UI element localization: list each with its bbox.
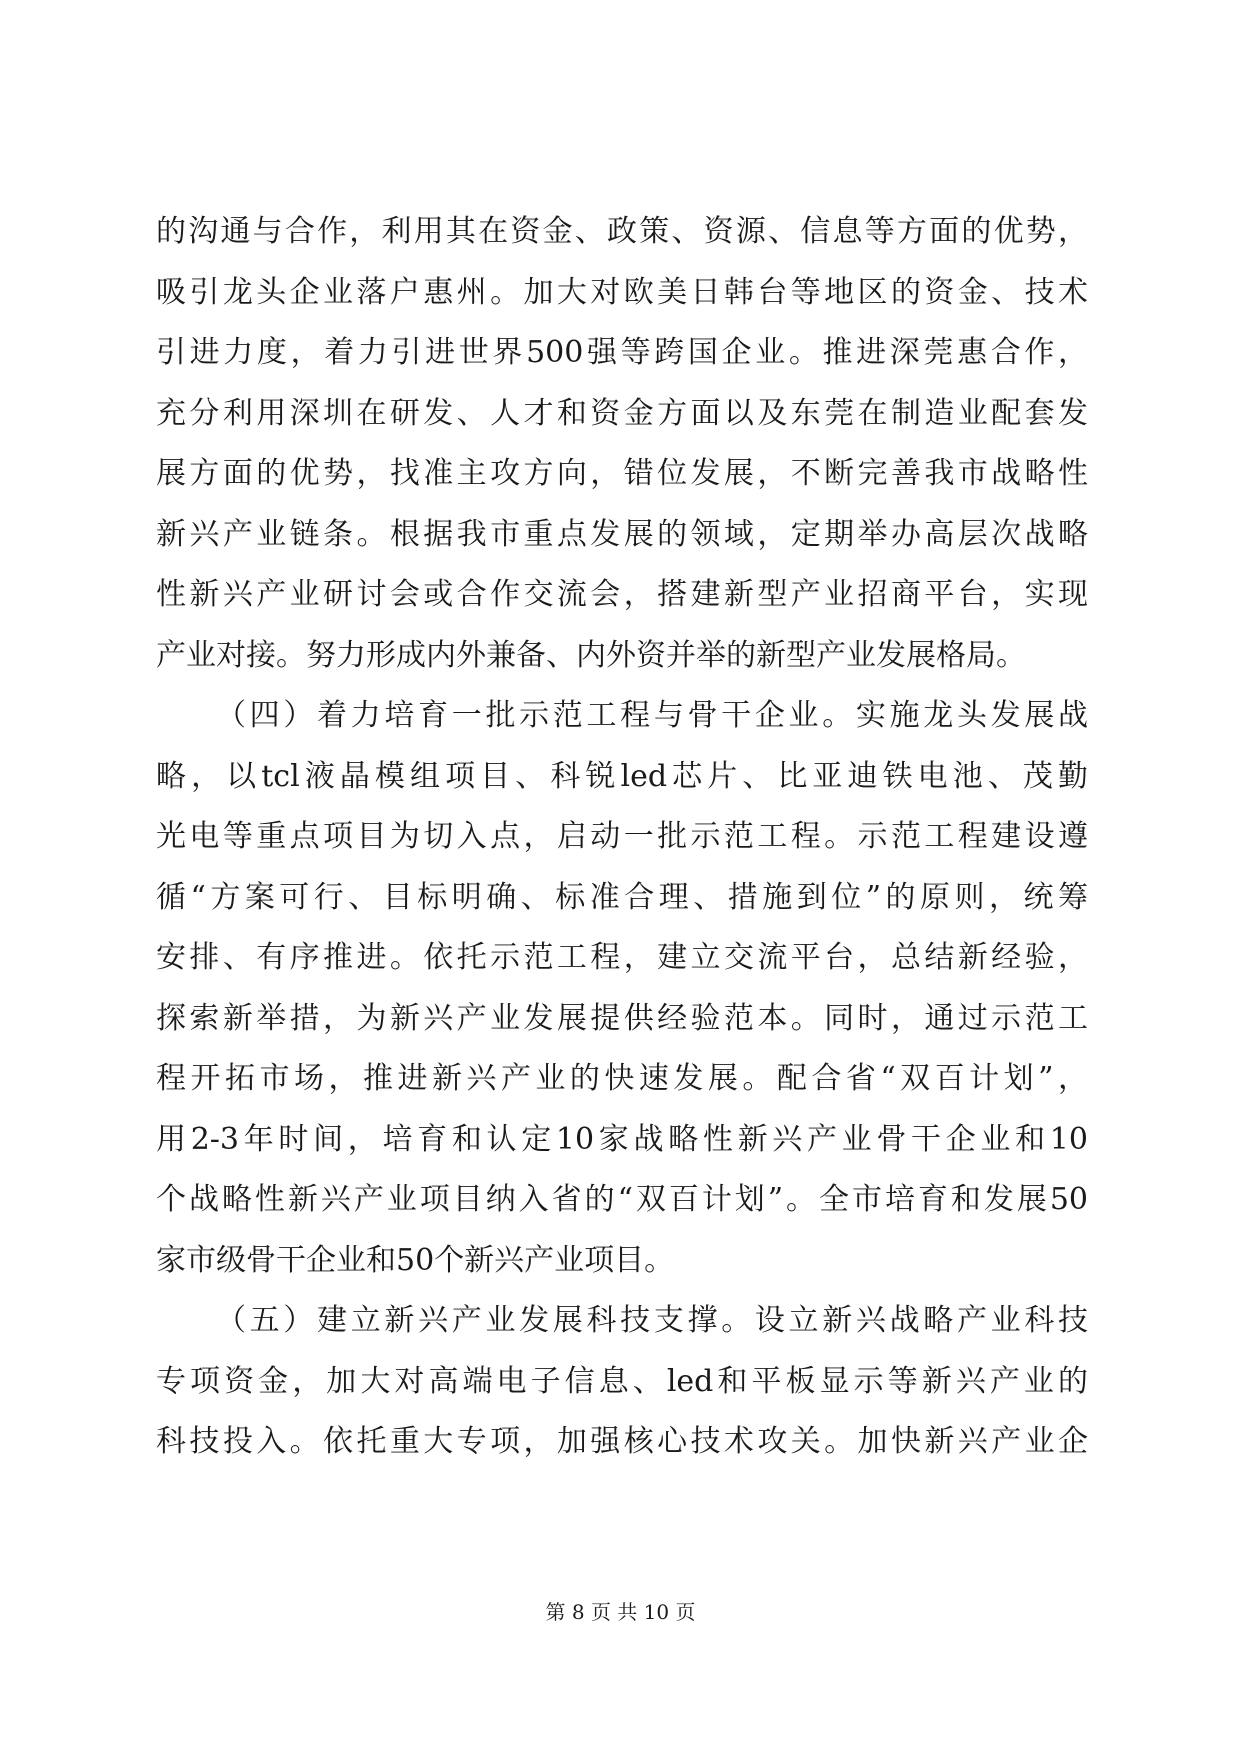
text-line: 性新兴产业研讨会或合作交流会，搭建新型产业招商平台，实现 <box>156 577 1088 612</box>
text-line: 科技投入。依托重大专项，加强核心技术攻关。加快新兴产业企 <box>156 1424 1088 1459</box>
section-heading-line: （五）建立新兴产业发展科技支撑。设立新兴战略产业科技 <box>216 1303 1088 1338</box>
text-line: 产业对接。努力形成内外兼备、内外资并举的新型产业发展格局。 <box>156 637 1026 673</box>
section-heading-line: （四）着力培育一批示范工程与骨干企业。实施龙头发展战 <box>216 698 1088 733</box>
text-line: 用2-3年时间，培育和认定10家战略性新兴产业骨干企业和10 <box>156 1121 1088 1157</box>
text-line: 展方面的优势，找准主攻方向，错位发展，不断完善我市战略性 <box>156 456 1088 491</box>
text-line: 略，以tcl液晶模组项目、科锐led芯片、比亚迪铁电池、茂勤 <box>156 758 1088 794</box>
text-line: 吸引龙头企业落户惠州。加大对欧美日韩台等地区的资金、技术 <box>156 274 1088 310</box>
text-line: 充分利用深圳在研发、人才和资金方面以及东莞在制造业配套发 <box>156 395 1088 431</box>
text-line: 专项资金，加大对高端电子信息、led和平板显示等新兴产业的 <box>156 1363 1088 1399</box>
text-line: 程开拓市场，推进新兴产业的快速发展。配合省“双百计划”， <box>156 1061 1088 1096</box>
text-line: 引进力度，着力引进世界500强等跨国企业。推进深莞惠合作， <box>156 335 1088 370</box>
body-text <box>156 202 1088 1473</box>
page-number-footer: 第 8 页 共 10 页 <box>545 1600 696 1624</box>
text-line: 的沟通与合作，利用其在资金、政策、资源、信息等方面的优势， <box>156 214 1088 249</box>
text-line: 光电等重点项目为切入点，启动一批示范工程。示范工程建设遵 <box>156 819 1088 854</box>
text-line: 探索新举措，为新兴产业发展提供经验范本。同时，通过示范工 <box>156 1000 1088 1036</box>
text-line: 新兴产业链条。根据我市重点发展的领域，定期举办高层次战略 <box>156 516 1088 552</box>
text-line: 个战略性新兴产业项目纳入省的“双百计划”。全市培育和发展50 <box>156 1182 1088 1217</box>
text-line: 循“方案可行、目标明确、标准合理、措施到位”的原则，统筹 <box>156 879 1088 915</box>
text-line: 安排、有序推进。依托示范工程，建立交流平台，总结新经验， <box>156 940 1088 975</box>
text-line: 家市级骨干企业和50个新兴产业项目。 <box>156 1242 675 1278</box>
